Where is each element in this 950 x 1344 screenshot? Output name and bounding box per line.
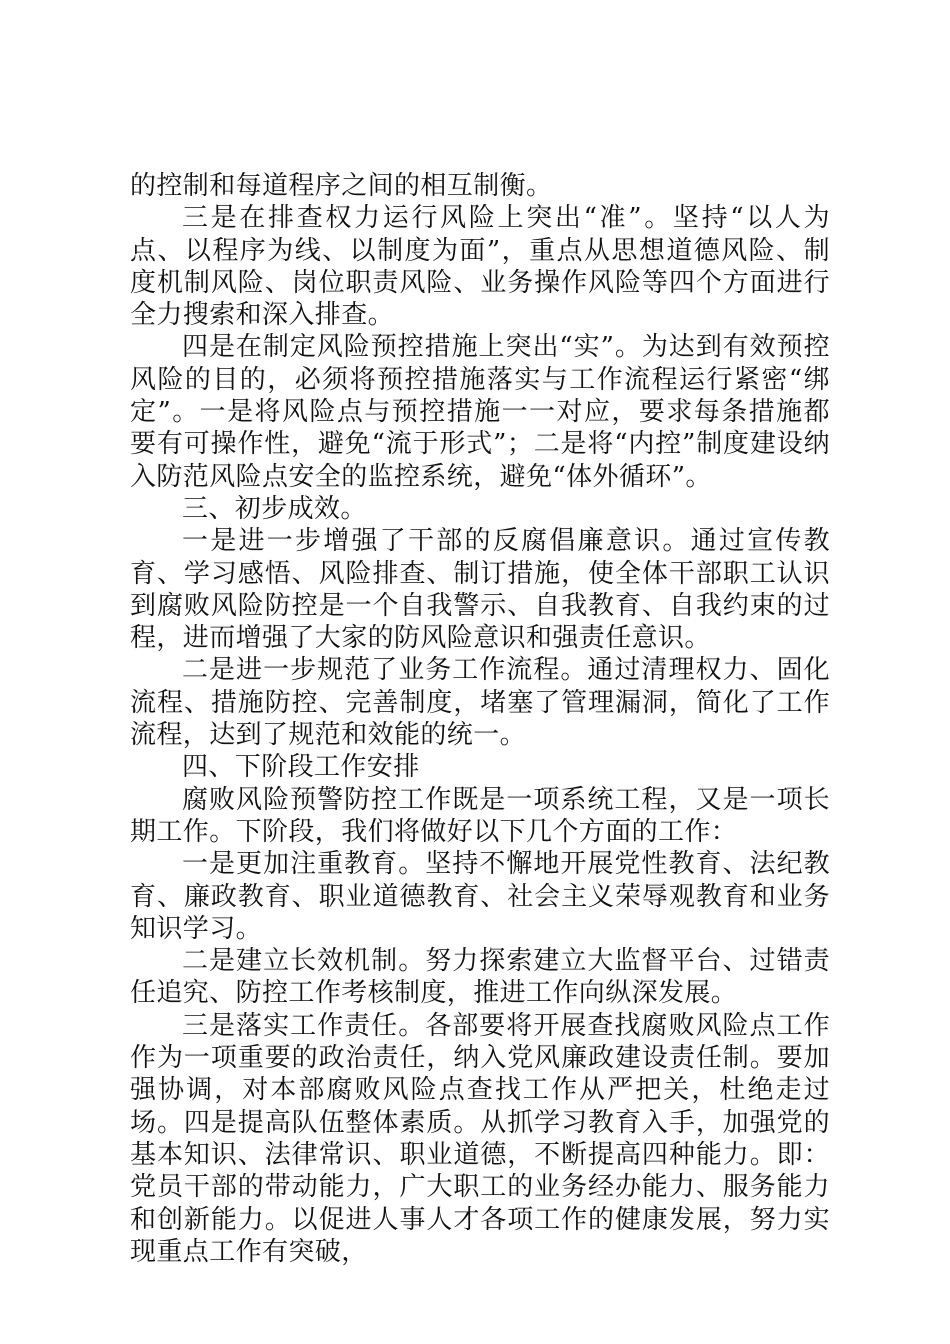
section-heading-4: 四、下阶段工作安排 [182,752,420,783]
paragraph-8: 腐败风险预警防控工作既是一项系统工程，又是一项长期工作。下阶段，我们将做好以下几个方面的工作： [130,784,830,847]
section-heading-3: 三、初步成效。 [182,493,367,524]
paragraph-6: 二是进一步规范了业务工作流程。通过清理权力、固化流程、措施防控、完善制度，堵塞了管理漏洞，简化了工作流程，达到了规范和效能的统一。 [130,655,830,751]
paragraph-1: 的控制和每道程序之间的相互制衡。 [130,171,553,201]
paragraph-3: 四是在制定风险预控措施上突出“实”。为达到有效预控风险的目的，必须将预控措施落实与工作流程运行紧密“绑定”。一是将风险点与预控措施一一对应，要求每条措施都要有可操作性，避免“流于形式”；二是将“内控”制度建设纳入防范风险点安全的监控系统，避免“体外循环”。 [130,332,830,492]
paragraph-5: 一是进一步增强了干部的反腐倡廉意识。通过宣传教育、学习感悟、风险排查、制订措施，使全体干部职工认识到腐败风险防控是一个自我警示、自我教育、自我约束的过程，进而增强了大家的防风险意识和强责任意识。 [130,526,830,654]
paragraph-9: 一是更加注重教育。坚持不懈地开展党性教育、法纪教育、廉政教育、职业道德教育、社会主义荣辱观教育和业务知识学习。 [130,849,830,944]
paragraph-11: 三是落实工作责任。各部要将开展查找腐败风险点工作作为一项重要的政治责任，纳入党风廉政建设责任制。要加强协调，对本部腐败风险点查找工作从严把关，杜绝走过场。四是提高队伍整体素质。从抓学习教育入手，加强党的基本知识、法律常识、职业道德，不断提高四种能力。即：党员干部的带动能力，广大职工的业务经办能力、服务能力和创新能力。以促进人事人才各项工作的健康发展，努力实现重点工作有突破， [130,1010,830,1267]
document-page [130,170,830,1268]
paragraph-10: 二是建立长效机制。努力探索建立大监督平台、过错责任追究、防控工作考核制度，推进工作向纵深发展。 [130,946,830,1009]
paragraph-2: 三是在排查权力运行风险上突出“准”。坚持“以人为点、以程序为线、以制度为面”，重点从思想道德风险、制度机制风险、岗位职责风险、业务操作风险等四个方面进行全力搜索和深入排查。 [130,203,830,331]
